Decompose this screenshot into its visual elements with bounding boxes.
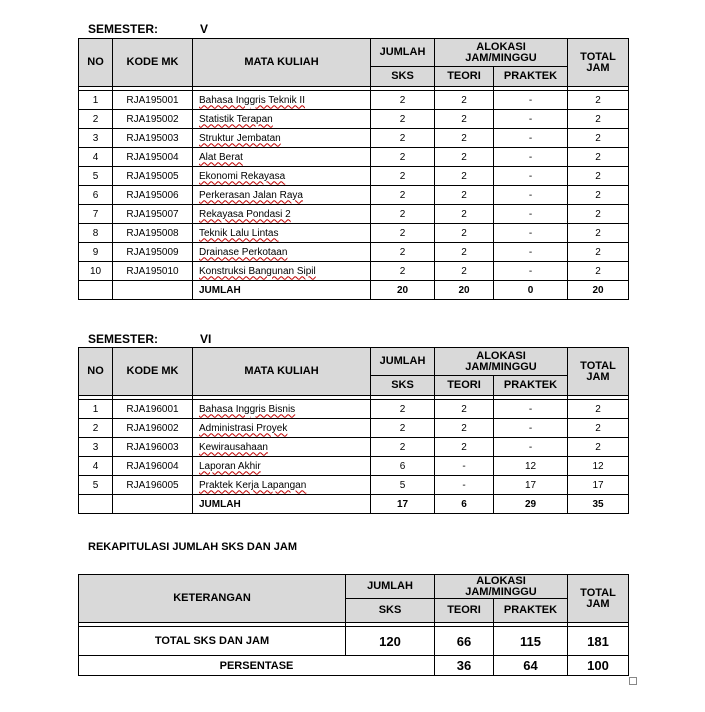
header-mata-kuliah: MATA KULIAH [193,348,371,396]
course-praktek: - [494,186,568,205]
course-name [193,148,371,167]
course-code: RJA195010 [113,262,193,281]
course-name-text: Alat Berat [199,151,243,163]
course-praktek: - [494,262,568,281]
course-row [79,419,629,438]
recap-pct-teori: 36 [435,656,494,676]
course-no: 5 [79,476,113,495]
course-row [79,457,629,476]
semester-6-label [88,332,211,346]
course-row [79,91,629,110]
course-name-text: Bahasa Inggris Bisnis [199,403,296,415]
course-row [79,400,629,419]
course-total: 2 [568,205,629,224]
header-total-jam: TOTAL JAM [568,39,629,87]
course-sks: 5 [371,476,435,495]
course-praktek: 12 [494,457,568,476]
course-no: 2 [79,419,113,438]
semester-6-table [78,347,629,514]
recap-total-teori: 66 [435,627,494,656]
course-code: RJA195002 [113,110,193,129]
course-no: 6 [79,186,113,205]
semester-5-label [88,22,208,36]
course-name [193,243,371,262]
course-name-text: Konstruksi Bangunan Sipil [199,265,316,277]
course-code: RJA195008 [113,224,193,243]
recap-title: REKAPITULASI JUMLAH SKS DAN JAM [88,541,298,553]
header-kode-mk: KODE MK [113,39,193,87]
course-row [79,224,629,243]
header-sks: SKS [371,376,435,396]
recap-pct-total: 100 [568,656,629,676]
course-row [79,476,629,495]
sum-kode [113,281,193,300]
course-name [193,476,371,495]
recap-pct-row [79,656,629,676]
course-total: 2 [568,186,629,205]
sum-row [79,281,629,300]
course-no: 4 [79,148,113,167]
course-name-text: Drainase Perkotaan [199,246,288,258]
sum-label: JUMLAH [193,495,371,514]
semester-value: VI [200,332,212,346]
course-teori: - [435,476,494,495]
course-no: 7 [79,205,113,224]
recap-total-row [79,627,629,656]
course-name [193,91,371,110]
recap-total-praktek: 115 [494,627,568,656]
course-row [79,205,629,224]
course-no: 3 [79,129,113,148]
course-teori: 2 [435,91,494,110]
course-total: 2 [568,129,629,148]
header-alokasi: ALOKASI JAM/MINGGU [435,39,568,67]
course-code: RJA195006 [113,186,193,205]
course-code: RJA195005 [113,167,193,186]
course-name [193,419,371,438]
course-total: 2 [568,400,629,419]
course-praktek: - [494,91,568,110]
course-name-text: Laporan Akhir [199,460,261,472]
course-name-text: Administrasi Proyek [199,422,288,434]
course-sks: 2 [371,419,435,438]
course-name-text: Rekayasa Pondasi 2 [199,208,291,220]
header-teori: TEORI [435,67,494,87]
course-total: 2 [568,419,629,438]
course-row [79,129,629,148]
course-sks: 2 [371,224,435,243]
course-name [193,400,371,419]
course-code: RJA195003 [113,129,193,148]
course-teori: 2 [435,438,494,457]
recap-total-jam: 181 [568,627,629,656]
course-sks: 2 [371,262,435,281]
course-code: RJA195007 [113,205,193,224]
course-praktek: - [494,148,568,167]
course-no: 9 [79,243,113,262]
course-row [79,438,629,457]
course-teori: - [435,457,494,476]
course-praktek: - [494,243,568,262]
course-row [79,110,629,129]
course-total: 2 [568,224,629,243]
recap-total-label: TOTAL SKS DAN JAM [79,627,346,656]
sum-total: 20 [568,281,629,300]
course-praktek: - [494,167,568,186]
course-teori: 2 [435,205,494,224]
sum-total: 35 [568,495,629,514]
header-teori: TEORI [435,599,494,623]
course-row [79,148,629,167]
course-total: 12 [568,457,629,476]
course-code: RJA195001 [113,91,193,110]
header-mata-kuliah: MATA KULIAH [193,39,371,87]
header-keterangan: KETERANGAN [79,575,346,623]
course-no: 5 [79,167,113,186]
course-name-text: Teknik Lalu Lintas [199,227,279,239]
course-name [193,224,371,243]
header-praktek: PRAKTEK [494,67,568,87]
course-praktek: - [494,400,568,419]
header-praktek: PRAKTEK [494,376,568,396]
course-name [193,167,371,186]
header-kode-mk: KODE MK [113,348,193,396]
course-row [79,167,629,186]
course-name-text: Kewirausahaan [199,441,268,453]
header-total-jam: TOTAL JAM [568,348,629,396]
recap-total-sks: 120 [346,627,435,656]
course-teori: 2 [435,186,494,205]
course-row [79,243,629,262]
course-code: RJA195009 [113,243,193,262]
course-no: 8 [79,224,113,243]
course-praktek: - [494,224,568,243]
header-sks: SKS [371,67,435,87]
header-teori: TEORI [435,376,494,396]
sum-praktek: 29 [494,495,568,514]
course-no: 10 [79,262,113,281]
course-teori: 2 [435,167,494,186]
course-praktek: - [494,110,568,129]
course-sks: 2 [371,205,435,224]
course-sks: 2 [371,186,435,205]
sum-teori: 20 [435,281,494,300]
course-sks: 2 [371,167,435,186]
course-teori: 2 [435,243,494,262]
header-sks: SKS [346,599,435,623]
semester-5-table [78,38,629,300]
recap-pct-label: PERSENTASE [79,656,435,676]
course-teori: 2 [435,129,494,148]
course-code: RJA196002 [113,419,193,438]
semester-key: SEMESTER: [88,22,159,36]
course-total: 2 [568,148,629,167]
header-no: NO [79,348,113,396]
course-code: RJA196004 [113,457,193,476]
header-no: NO [79,39,113,87]
course-total: 2 [568,91,629,110]
sum-sks: 17 [371,495,435,514]
course-name [193,186,371,205]
course-teori: 2 [435,148,494,167]
sum-praktek: 0 [494,281,568,300]
header-jumlah: JUMLAH [371,348,435,376]
course-no: 4 [79,457,113,476]
course-total: 17 [568,476,629,495]
course-row [79,186,629,205]
header-jumlah: JUMLAH [346,575,435,599]
header-praktek: PRAKTEK [494,599,568,623]
course-code: RJA196003 [113,438,193,457]
course-sks: 2 [371,129,435,148]
course-code: RJA196005 [113,476,193,495]
course-teori: 2 [435,224,494,243]
header-jumlah: JUMLAH [371,39,435,67]
recap-table [78,574,629,676]
course-name-text: Statistik Terapan [199,113,273,125]
course-name-text: Bahasa Inggris Teknik II [199,94,305,106]
course-name [193,438,371,457]
sum-teori: 6 [435,495,494,514]
course-code: RJA196001 [113,400,193,419]
course-name-text: Praktek Kerja Lapangan [199,479,307,491]
sum-row [79,495,629,514]
course-total: 2 [568,167,629,186]
course-no: 1 [79,400,113,419]
course-teori: 2 [435,400,494,419]
header-alokasi: ALOKASI JAM/MINGGU [435,575,568,599]
course-total: 2 [568,243,629,262]
course-sks: 2 [371,110,435,129]
course-sks: 2 [371,400,435,419]
course-sks: 2 [371,148,435,167]
course-total: 2 [568,110,629,129]
course-praktek: - [494,438,568,457]
course-teori: 2 [435,110,494,129]
course-total: 2 [568,262,629,281]
course-name-text: Perkerasan Jalan Raya [199,189,303,201]
semester-key: SEMESTER: [88,332,159,346]
course-code: RJA195004 [113,148,193,167]
recap-pct-praktek: 64 [494,656,568,676]
course-name [193,129,371,148]
course-name-text: Struktur Jembatan [199,132,281,144]
course-name [193,262,371,281]
course-teori: 2 [435,419,494,438]
course-no: 2 [79,110,113,129]
course-praktek: - [494,129,568,148]
course-name-text: Ekonomi Rekayasa [199,170,286,182]
course-name [193,110,371,129]
sum-label: JUMLAH [193,281,371,300]
sum-no [79,281,113,300]
course-praktek: 17 [494,476,568,495]
table-resize-handle[interactable] [629,677,637,685]
sum-kode [113,495,193,514]
course-no: 1 [79,91,113,110]
sum-no [79,495,113,514]
course-no: 3 [79,438,113,457]
course-praktek: - [494,205,568,224]
course-sks: 2 [371,91,435,110]
course-teori: 2 [435,262,494,281]
sum-sks: 20 [371,281,435,300]
course-sks: 6 [371,457,435,476]
course-sks: 2 [371,243,435,262]
header-total-jam: TOTAL JAM [568,575,629,623]
semester-value: V [200,22,209,36]
course-praktek: - [494,419,568,438]
course-name [193,205,371,224]
course-sks: 2 [371,438,435,457]
header-alokasi: ALOKASI JAM/MINGGU [435,348,568,376]
course-total: 2 [568,438,629,457]
course-name [193,457,371,476]
course-row [79,262,629,281]
